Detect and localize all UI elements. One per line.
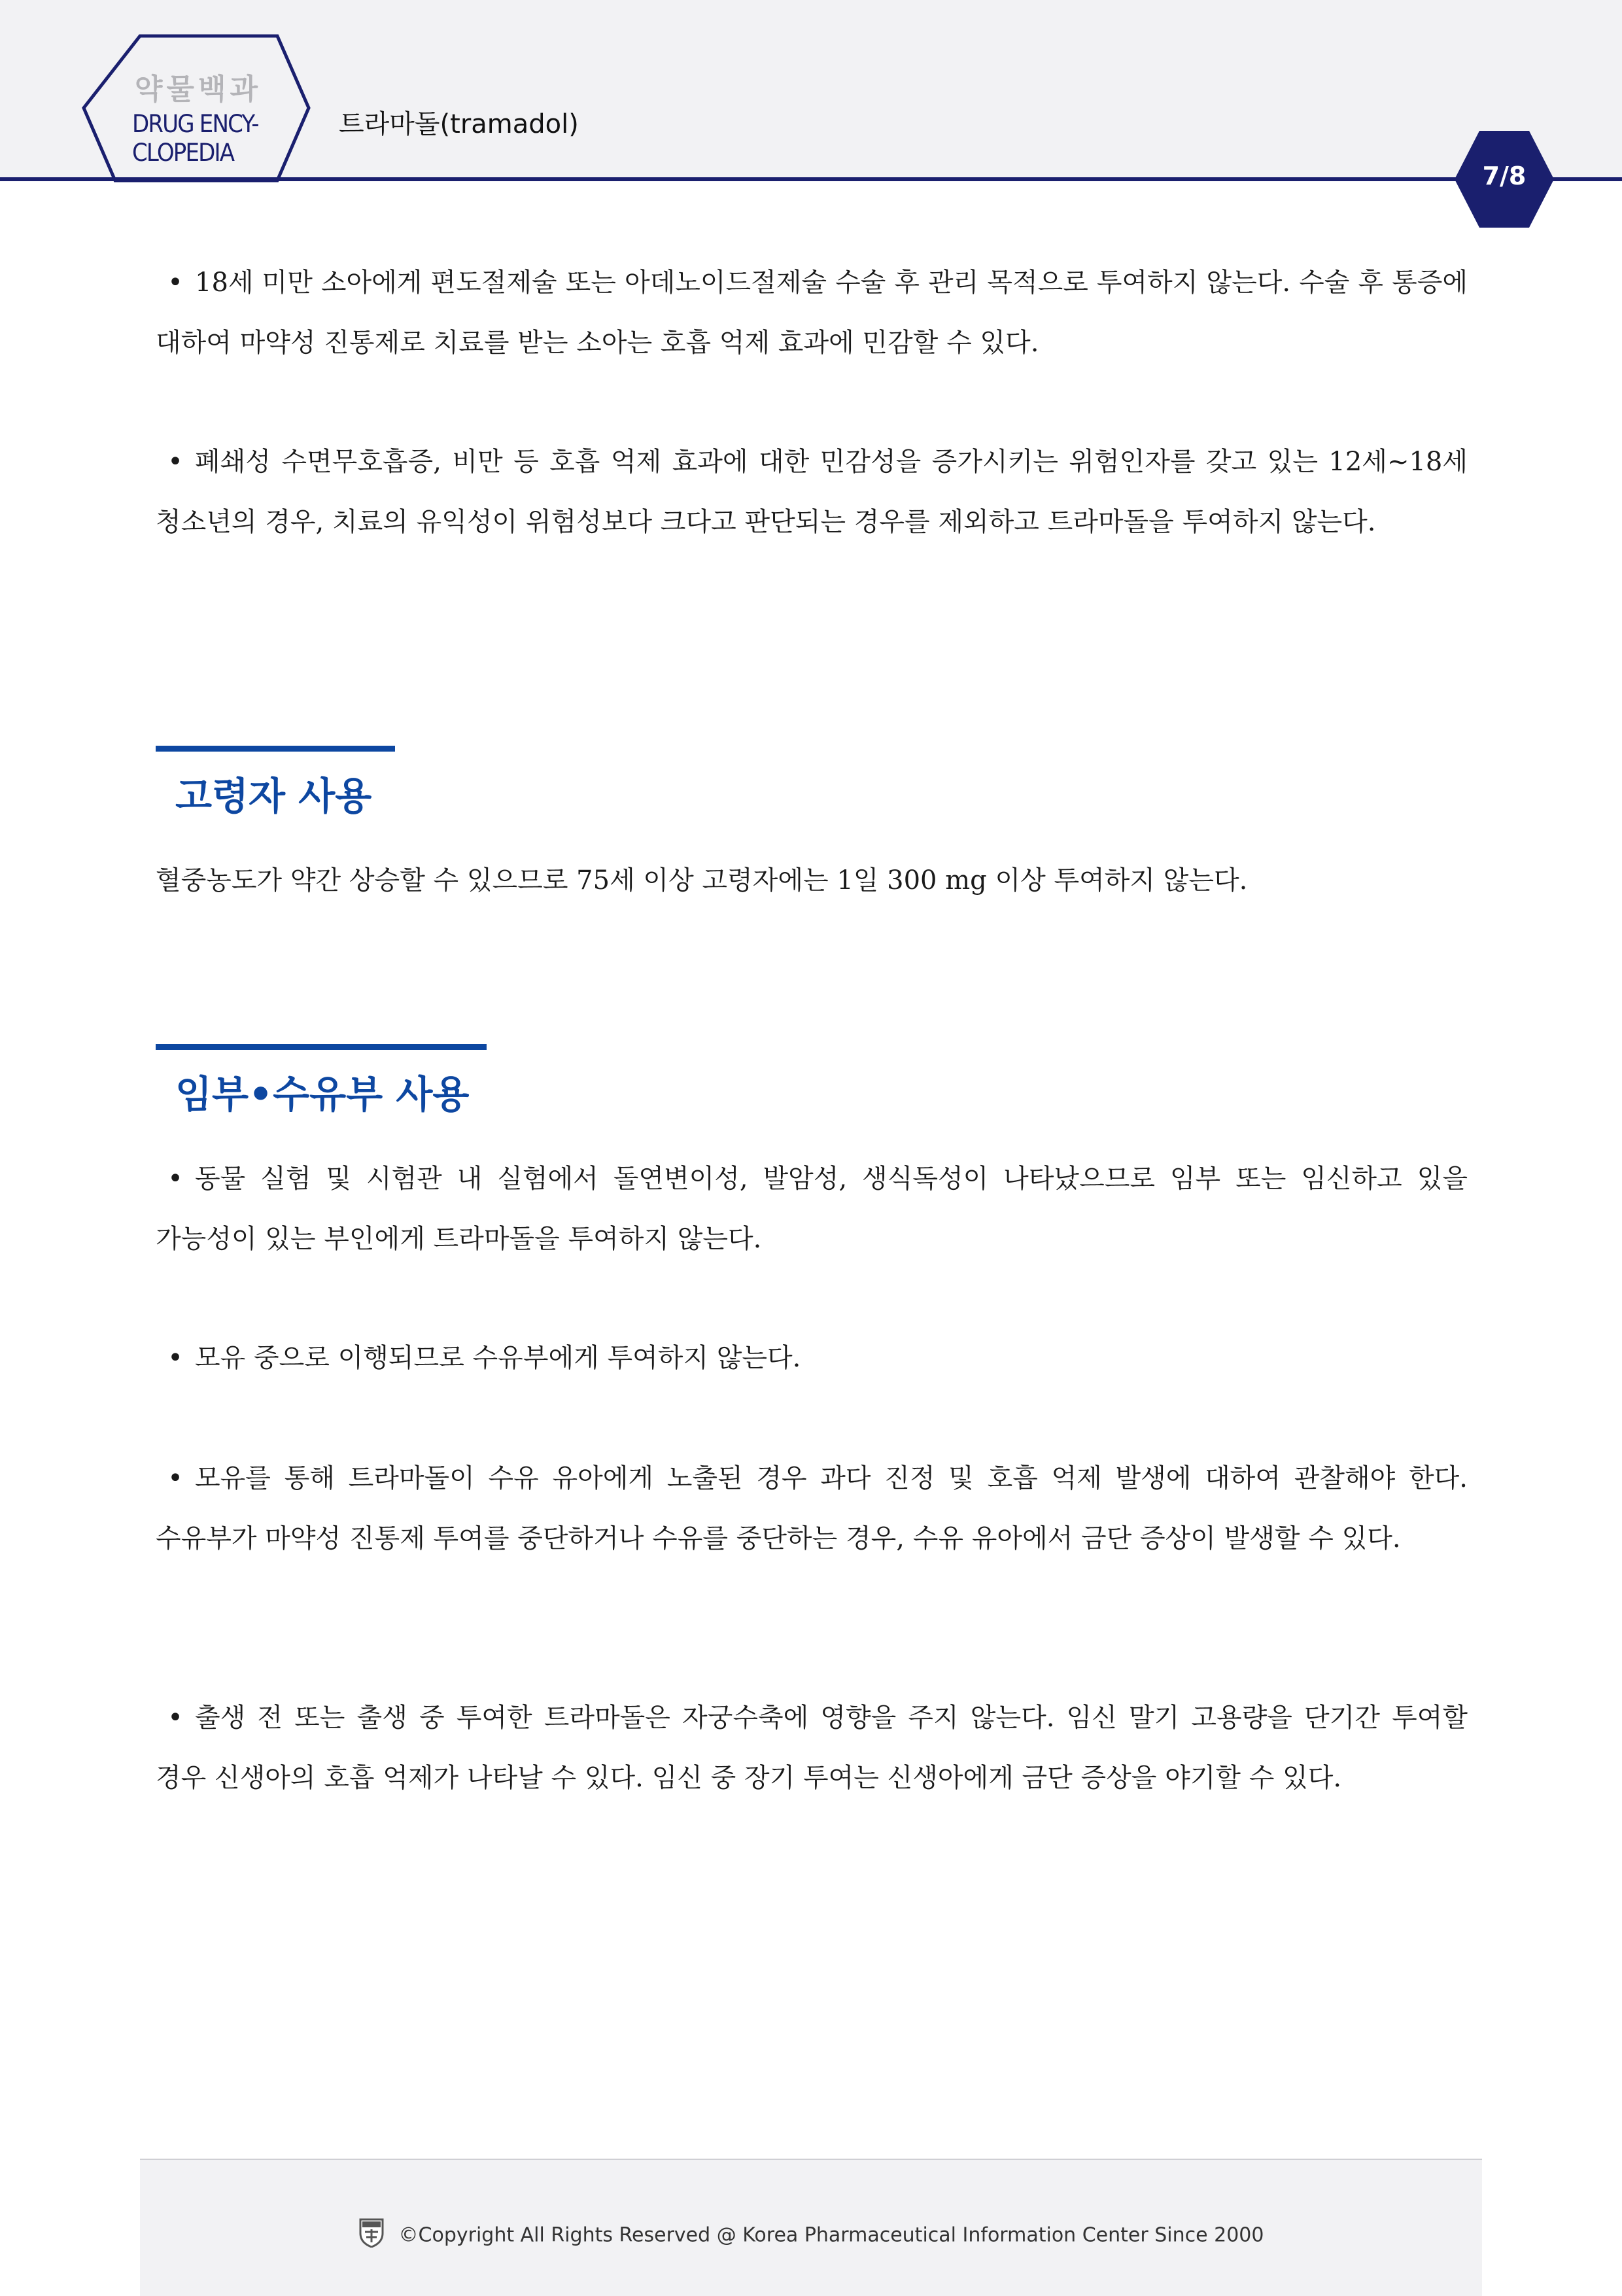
bullet-icon: • [167,1343,183,1373]
paragraph-text: 출생 전 또는 출생 중 투여한 트라마돌은 자궁수축에 영향을 주지 않는다. 임신 말기 고용량을 단기간 투여할 경우 신생아의 호흡 억제가 나타날 수 있다. 임신 중 장기 투여는 신생아에게 금단 증상을 야기할 수 있다. [156,1703,1468,1793]
section-title: 고령자 사용 [175,774,372,818]
logo-korean: 약물백과 [135,73,262,106]
list-item [156,432,1468,552]
page-indicator: 7/8 [1482,162,1527,190]
bullet-icon: • [167,1164,183,1194]
paragraph-text: 18세 미만 소아에게 편도절제술 또는 아데노이드절제술 수술 후 관리 목적으로 투여하지 않는다. 수술 후 통증에 대하여 마약성 진통제로 치료를 받는 소아는 호흡 억제 효과에 민감할 수 있다. [156,268,1468,358]
bullet-icon: • [167,268,183,298]
paragraph-text: 동물 실험 및 시험관 내 실험에서 돌연변이성, 발암성, 생식독성이 나타났으므로 임부 또는 임신하고 있을 가능성이 있는 부인에게 트라마돌을 투여하지 않는다. [156,1164,1468,1254]
list-item [156,1688,1468,1808]
shield-emblem-icon [358,2218,385,2253]
copyright-text: ©Copyright All Rights Reserved @ Korea Pharmaceutical Information Center Since 2000 [398,2223,1264,2247]
page-footer [140,2159,1482,2296]
paragraph-text: 모유 중으로 이행되므로 수유부에게 투여하지 않는다. [195,1343,801,1373]
logo-english-line1: DRUG ENCY- [132,110,258,138]
bullet-icon: • [167,1463,183,1493]
logo-english-line2: CLOPEDIA [132,139,234,167]
bullet-icon: • [167,1703,183,1733]
section-title: 임부•수유부 사용 [175,1072,470,1117]
section-rule [156,1044,487,1050]
paragraph: 혈중농도가 약간 상승할 수 있으므로 75세 이상 고령자에는 1일 300 mg 이상 투여하지 않는다. [156,865,1248,896]
list-item [156,1328,1468,1388]
list-item [156,252,1468,373]
list-item [156,1149,1468,1269]
section-rule [156,746,395,752]
logo-english [132,110,288,167]
document-title: 트라마돌(tramadol) [339,109,579,139]
footer-copyright-line [140,2218,1482,2253]
paragraph-text: 모유를 통해 트라마돌이 수유 유아에게 노출된 경우 과다 진정 및 호흡 억제 발생에 대하여 관찰해야 한다. 수유부가 마약성 진통제 투여를 중단하거나 수유를 중단하는 경우, 수유 유아에서 금단 증상이 발생할 수 있다. [156,1463,1468,1554]
bullet-icon: • [167,447,183,477]
list-item [156,1448,1468,1569]
paragraph-text: 폐쇄성 수면무호흡증, 비만 등 호흡 억제 효과에 대한 민감성을 증가시키는 위험인자를 갖고 있는 12세~18세 청소년의 경우, 치료의 유익성이 위험성보다 크다고 판단되는 경우를 제외하고 트라마돌을 투여하지 않는다. [156,447,1468,537]
page-header [0,0,1622,178]
